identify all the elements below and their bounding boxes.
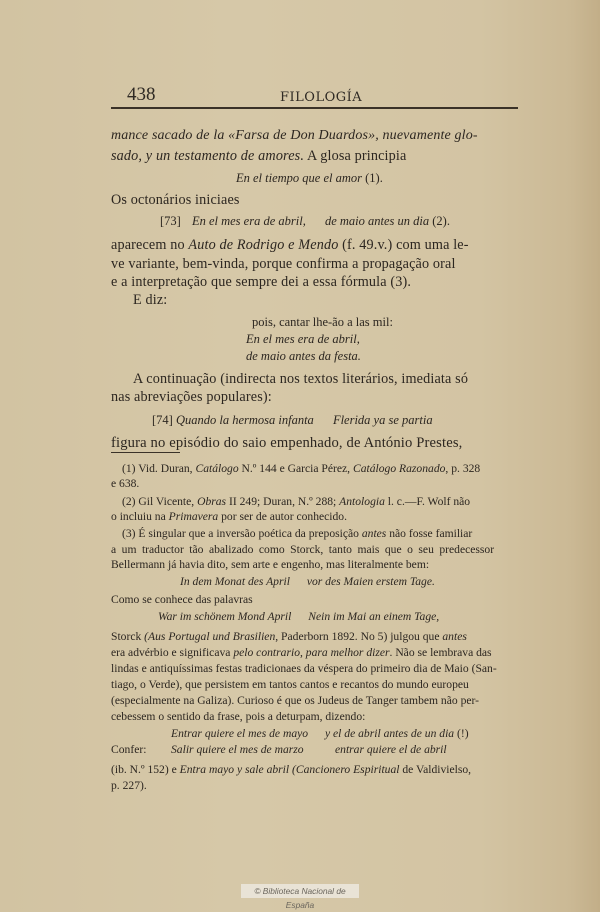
footnote-1 [122, 462, 480, 475]
body-line: nas abreviações populares): [111, 389, 272, 405]
text-span: o incluiu na [111, 510, 169, 523]
footnote-line: tiago, o Verde), que persistem em tantos cantos e recantos do mundo europeu [111, 678, 469, 691]
italic-title: Primavera [168, 510, 219, 523]
footnote-3 [122, 527, 472, 540]
verse-hemistich: In dem Monat des April [180, 575, 290, 588]
body-line [111, 237, 469, 254]
italic-title: (Aus Portugal und Brasilien [144, 630, 276, 643]
running-title: FILOLOGÍA [280, 90, 363, 105]
verse-quote-line: En el mes era de abril, [246, 332, 360, 346]
text-span: II 249; Duran, N.º 288; [226, 495, 340, 508]
body-line [111, 148, 406, 165]
text-span: era advérbio e significava [111, 646, 234, 659]
footnote-verse [158, 610, 439, 623]
verse-hemistich: Entrar quiere el mes de mayo [171, 727, 309, 740]
verse-73 [160, 214, 450, 229]
text-span: , Paderborn 1892. No 5) julgou que [275, 630, 443, 643]
body-line: mance sacado de la «Farsa de Don Duardos», nuevamente glo- [111, 128, 478, 143]
text-span: aparecem no [111, 237, 189, 253]
footnote-verse [171, 727, 469, 740]
footnote-line: p. 227). [111, 779, 147, 792]
text-span: . Não se lembrava das [389, 646, 492, 659]
footnote-verse [180, 575, 435, 588]
text-span: (2) Gil Vicente, [122, 495, 198, 508]
text-span: A glosa principia [304, 148, 407, 164]
body-line: Os octonários iniciaes [111, 192, 240, 208]
verse-hemistich: entrar quiere el de abril [335, 743, 447, 756]
body-line: e a interpretação que sempre dei a essa fórmula (3). [111, 274, 412, 290]
confer-label: Confer: [111, 743, 147, 756]
footnote-line [111, 763, 471, 776]
footnote-line: lindas e antiquíssimas festas tradicionaes da véspera do primeiro dia de Maio (San- [111, 662, 497, 675]
verse-number: [73] [160, 214, 181, 228]
italic-word: antes [442, 630, 467, 643]
italic-title: Catálogo [195, 462, 239, 475]
text-span: N.º 144 e Garcia Pérez, [238, 462, 353, 475]
body-line: figura no episódio do saio empenhado, de António Prestes, [111, 435, 463, 451]
footnote-line: e 638. [111, 477, 140, 490]
body-line: E diz: [133, 292, 168, 308]
verse-74 [152, 413, 433, 428]
footnote-line: cebessem o sentido da frase, pois a deturpam, dizendo: [111, 710, 366, 723]
italic-word: antes [361, 527, 387, 540]
text-span: l. c.—F. Wolf não [384, 495, 471, 508]
text-span: não fosse familiar [386, 527, 473, 540]
verse-hemistich: War im schönem Mond April [158, 610, 292, 623]
italic-title: Obras [197, 495, 227, 508]
library-credit: © Biblioteca Nacional de España [241, 884, 359, 898]
text-span: (f. 49.v.) com uma le- [338, 237, 469, 253]
footnote-rule [111, 452, 180, 453]
footnote-line [111, 630, 467, 643]
footnote-line [111, 510, 347, 523]
footnote-line: Bellermann já havia dito, sem arte e engenho, mas literalmente bem: [111, 558, 430, 571]
body-line: ve variante, bem-vinda, porque confirma a propagação oral [111, 256, 456, 272]
italic-title: Entra mayo y sale abril (Cancionero Espiritual [179, 763, 400, 776]
verse-quote-line: de maio antes da festa. [246, 349, 361, 363]
text-span: por ser de autor conhecido. [218, 510, 348, 523]
footnote-ref: (2). [429, 214, 450, 228]
verse-hemistich: Flerida ya se partia [332, 413, 433, 427]
verse-hemistich: Quando la hermosa infanta [175, 413, 314, 427]
italic-title: Auto de Rodrigo e Mendo [188, 237, 339, 253]
footnote-2 [122, 495, 470, 508]
verse-hemistich: Salir quiere el mes de marzo [171, 743, 304, 756]
verse-hemistich: y el de abril antes de un dia [324, 727, 455, 740]
header-rule [111, 107, 518, 109]
verse-hemistich: Nein im Mai an einem Tage, [308, 610, 440, 623]
verse-quote-line: pois, cantar lhe-ão a las mil: [252, 315, 393, 329]
text-span: (!) [454, 727, 469, 740]
page-number: 438 [127, 84, 156, 105]
footnote-ref: (1). [362, 171, 383, 185]
italic-phrase: pelo contrario, para melhor dizer [233, 646, 390, 659]
text-span: Storck [111, 630, 145, 643]
footnote-confer-line [111, 743, 447, 756]
text-span: , p. 328 [445, 462, 481, 475]
text-span: (3) É singular que a inversão poética da preposição [122, 527, 362, 540]
footnote-line: (especialmente na Galiza). Curioso é que os Judeus de Tanger tambem não per- [111, 694, 479, 707]
footnote-line: Como se conhece das palavras [111, 593, 253, 606]
body-line: A continuação (indirecta nos textos literários, imediata só [133, 371, 469, 387]
italic-title: sado, y un testamento de amores. [111, 148, 305, 164]
verse-text: En el tiempo que el amor [236, 171, 363, 185]
text-span: (ib. N.º 152) e [111, 763, 180, 776]
footnote-line [111, 646, 492, 659]
italic-title: Catálogo Razonado [352, 462, 446, 475]
verse-hemistich: En el mes era de abril, [191, 214, 306, 228]
verse-quote [236, 171, 383, 186]
footnote-line: a um traductor tão abalizado como Storck, tanto mais que o seu predecessor [111, 543, 495, 556]
text-span: de Valdivielso, [399, 763, 472, 776]
verse-hemistich: de maio antes un dia [324, 214, 430, 228]
verse-hemistich: vor des Maien erstem Tage. [306, 575, 435, 588]
text-span: (1) Vid. Duran, [122, 462, 196, 475]
italic-title: Antologia [339, 495, 385, 508]
verse-number: [74] [152, 413, 173, 427]
